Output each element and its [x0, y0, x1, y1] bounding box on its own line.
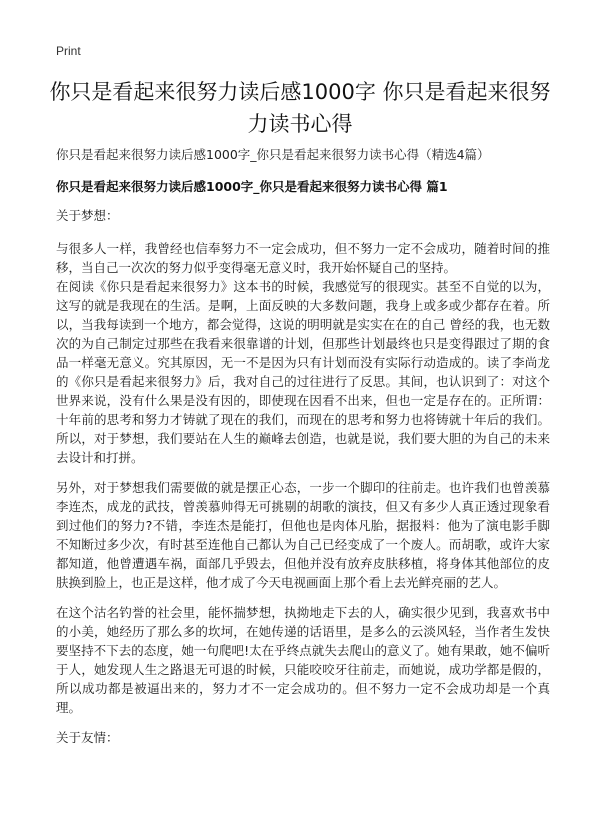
paragraph-about-dreams-label: 关于梦想： [56, 208, 119, 223]
page-title: 你只是看起来很努力读后感1000字 你只是看起来很努力读书心得 [49, 80, 551, 136]
paragraph-about-friendship-label: 关于友情： [56, 730, 119, 745]
paragraph-3: 另外，对于梦想我们需要做的就是摆正心态，一步一个脚印的往前走。也许我们也曾羡慕李连杰，成龙的武技，曾羡慕帅得无可挑剔的胡歌的演技，但又有多少人真正透过现象看到过他们的努力?不错，李连杰是能打，但他也是肉体凡胎，据报料：他为了演电影手脚不知断过多少次，有时甚至连他自己都认为自己已经变成了一个废人。而胡歌，或许大家都知道，他曾遭遇车祸，面部几乎毁去，但他并没有放弃皮肤移植，将身体其他部位的皮肤换到脸上，也正是这样，他才成了今天电视画面上那个看上去光鲜亮丽的艺人。 [56, 480, 550, 590]
print-link[interactable]: Print [56, 44, 81, 58]
paragraph-4: 在这个沽名钓誉的社会里，能怀揣梦想，执拗地走下去的人，确实很少见到，我喜欢书中的小美，她经历了那么多的坎坷，在她传递的话语里，是多么的云淡风轻，当作者生发快要坚持不下去的态度，她一句爬吧!太在乎终点就失去爬山的意义了。她有果敢，她不偏听于人，她发现人生之路退无可退的时候，只能咬咬牙往前走，而她说，成功学都是假的，所以成功都是被逼出来的，努力才不一定会成功的。但不努力一定不会成功却是一个真理。 [56, 605, 550, 715]
paragraph-2: 在阅读《你只是看起来很努力》这本书的时候，我感觉写的很现实。甚至不自觉的以为，这写的就是我现在的生活。是啊，上面反映的大多数问题，我身上或多或少都存在着。所以，当我每读到一个地方，都会觉得，这说的明明就是实实在在的自己 曾经的我，也无数次的为自己制定过那些在我看来很靠谱的计划，但那些计划最终也只是变得跟过了期的食品一样毫无意义。究其原因，无一不是因为只有计划而没有实际行动造成的。读了李尚龙的《你只是看起来很努力》后，我对自己的过往进行了反思。其间，也认识到了：对这个世界来说，没有什么果是没有因的，即使现在因看不出来，但也一定是存在的。正所谓：十年前的思考和努力才铸就了现在的我们，而现在的思考和努力也将铸就十年后的我们。所以，对于梦想，我们要站在人生的巅峰去创造，也就是说，我们要大胆的为自己的未来去设计和打拼。 [56, 279, 550, 465]
paragraph-1: 与很多人一样，我曾经也信奉努力不一定会成功，但不努力一定不会成功，随着时间的推移，当自己一次次的努力似乎变得毫无意义时，我开始怀疑自己的坚持。 [56, 241, 550, 275]
section-heading: 你只是看起来很努力读后感1000字_你只是看起来很努力读书心得 篇1 [56, 179, 448, 194]
document-subtitle: 你只是看起来很努力读后感1000字_你只是看起来很努力读书心得（精选4篇） [56, 147, 490, 162]
article-body [56, 206, 550, 758]
